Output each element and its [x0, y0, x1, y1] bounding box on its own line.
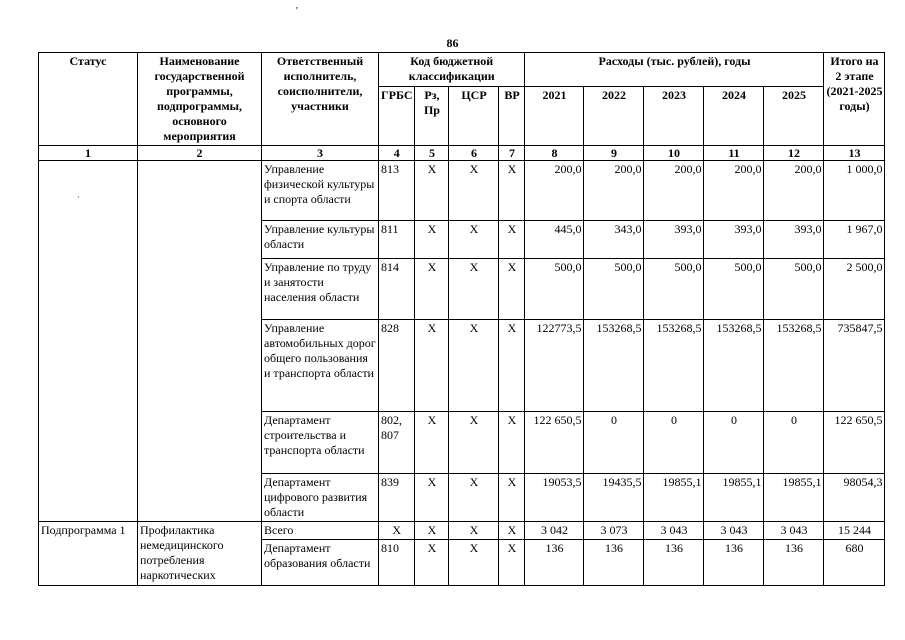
grbs-cell: 802, 807	[379, 412, 415, 474]
rz-cell: Х	[415, 540, 449, 586]
value-cell: 3 043	[704, 522, 764, 540]
value-cell: 0	[584, 412, 644, 474]
value-cell: 153268,5	[644, 320, 704, 412]
value-cell: 200,0	[644, 161, 704, 221]
column-number: 3	[262, 146, 379, 161]
value-cell: 136	[644, 540, 704, 586]
value-cell: 136	[525, 540, 584, 586]
vr-cell: Х	[499, 161, 525, 221]
executor-cell: Департамент цифрового развития области	[262, 474, 379, 522]
column-number: 10	[644, 146, 704, 161]
value-cell: 393,0	[704, 221, 764, 259]
subprogram-name-cell: Профилактика немедицинского потребления наркотических	[138, 522, 262, 586]
value-cell: 122 650,5	[525, 412, 584, 474]
total-cell: 735847,5	[824, 320, 885, 412]
value-cell: 0	[644, 412, 704, 474]
executor-cell: Управление физической культуры и спорта области	[262, 161, 379, 221]
rz-cell: Х	[415, 320, 449, 412]
value-cell: 500,0	[584, 259, 644, 320]
total-cell: 680	[824, 540, 885, 586]
stray-mark: '	[296, 6, 298, 17]
value-cell: 153268,5	[584, 320, 644, 412]
header-grbs: ГРБС	[379, 86, 415, 145]
csr-cell: Х	[449, 259, 499, 320]
executor-cell: Всего	[262, 522, 379, 540]
executor-cell: Управление по труду и занятости населения области	[262, 259, 379, 320]
value-cell: 3 043	[764, 522, 824, 540]
rz-cell: Х	[415, 522, 449, 540]
grbs-cell: 810	[379, 540, 415, 586]
rz-cell: Х	[415, 474, 449, 522]
header-status: Статус	[39, 53, 138, 146]
vr-cell: Х	[499, 259, 525, 320]
csr-cell: Х	[449, 474, 499, 522]
total-cell: 98054,3	[824, 474, 885, 522]
header-vr: ВР	[499, 86, 525, 145]
value-cell: 19855,1	[644, 474, 704, 522]
rz-cell: Х	[415, 259, 449, 320]
grbs-cell: 813	[379, 161, 415, 221]
header-budget-code: Код бюджетной классификации	[379, 53, 525, 87]
csr-cell: Х	[449, 320, 499, 412]
csr-cell: Х	[449, 412, 499, 474]
total-cell: 1 000,0	[824, 161, 885, 221]
column-number: 7	[499, 146, 525, 161]
name-cell-empty	[138, 161, 262, 522]
header-rzpr: Рз, Пр	[415, 86, 449, 145]
csr-cell: Х	[449, 540, 499, 586]
stray-dot: ·	[77, 193, 80, 202]
csr-cell: Х	[449, 522, 499, 540]
csr-cell: Х	[449, 221, 499, 259]
header-year-2025: 2025	[764, 86, 824, 145]
header-csr: ЦСР	[449, 86, 499, 145]
value-cell: 0	[764, 412, 824, 474]
column-number: 13	[824, 146, 885, 161]
vr-cell: Х	[499, 320, 525, 412]
rz-cell: Х	[415, 161, 449, 221]
executor-cell: Департамент строительства и транспорта области	[262, 412, 379, 474]
value-cell: 500,0	[704, 259, 764, 320]
value-cell: 136	[584, 540, 644, 586]
table-row	[39, 522, 885, 540]
vr-cell: Х	[499, 221, 525, 259]
total-cell: 1 967,0	[824, 221, 885, 259]
value-cell: 19435,5	[584, 474, 644, 522]
value-cell: 3 042	[525, 522, 584, 540]
value-cell: 200,0	[764, 161, 824, 221]
value-cell: 500,0	[525, 259, 584, 320]
header-expenses: Расходы (тыс. рублей), годы	[525, 53, 824, 87]
column-number: 5	[415, 146, 449, 161]
column-number: 2	[138, 146, 262, 161]
subprogram-status-cell: Подпрограмма 1	[39, 522, 138, 586]
value-cell: 200,0	[704, 161, 764, 221]
value-cell: 200,0	[525, 161, 584, 221]
total-cell: 2 500,0	[824, 259, 885, 320]
header-year-2024: 2024	[704, 86, 764, 145]
column-number: 1	[39, 146, 138, 161]
table-row	[39, 161, 885, 221]
value-cell: 500,0	[764, 259, 824, 320]
executor-cell: Департамент образования области	[262, 540, 379, 586]
value-cell: 19855,1	[704, 474, 764, 522]
header-name: Наименование государственной программы, подпрограммы, основного мероприятия	[138, 53, 262, 146]
value-cell: 200,0	[584, 161, 644, 221]
rz-cell: Х	[415, 412, 449, 474]
vr-cell: Х	[499, 522, 525, 540]
header-year-2021: 2021	[525, 86, 584, 145]
total-cell: 15 244	[824, 522, 885, 540]
column-number: 4	[379, 146, 415, 161]
value-cell: 19053,5	[525, 474, 584, 522]
column-number: 8	[525, 146, 584, 161]
grbs-cell: 811	[379, 221, 415, 259]
grbs-cell: Х	[379, 522, 415, 540]
header-year-2023: 2023	[644, 86, 704, 145]
grbs-cell: 814	[379, 259, 415, 320]
header-total: Итого на 2 этапе (2021-2025 годы)	[824, 53, 885, 146]
value-cell: 393,0	[644, 221, 704, 259]
executor-cell: Управление культуры области	[262, 221, 379, 259]
value-cell: 393,0	[764, 221, 824, 259]
grbs-cell: 839	[379, 474, 415, 522]
value-cell: 343,0	[584, 221, 644, 259]
column-number: 9	[584, 146, 644, 161]
value-cell: 153268,5	[704, 320, 764, 412]
vr-cell: Х	[499, 412, 525, 474]
executor-cell: Управление автомобильных дорог общего пользования и транспорта области	[262, 320, 379, 412]
value-cell: 136	[704, 540, 764, 586]
value-cell: 500,0	[644, 259, 704, 320]
value-cell: 122773,5	[525, 320, 584, 412]
csr-cell: Х	[449, 161, 499, 221]
value-cell: 0	[704, 412, 764, 474]
vr-cell: Х	[499, 474, 525, 522]
page-number: 86	[446, 36, 459, 50]
value-cell: 3 073	[584, 522, 644, 540]
status-cell-empty	[39, 161, 138, 522]
header-executor: Ответственный исполнитель, соисполнители, участники	[262, 53, 379, 146]
column-number: 11	[704, 146, 764, 161]
header-year-2022: 2022	[584, 86, 644, 145]
value-cell: 19855,1	[764, 474, 824, 522]
budget-table	[38, 52, 885, 586]
value-cell: 3 043	[644, 522, 704, 540]
rz-cell: Х	[415, 221, 449, 259]
column-number: 12	[764, 146, 824, 161]
total-cell: 122 650,5	[824, 412, 885, 474]
grbs-cell: 828	[379, 320, 415, 412]
value-cell: 445,0	[525, 221, 584, 259]
column-number: 6	[449, 146, 499, 161]
vr-cell: Х	[499, 540, 525, 586]
value-cell: 153268,5	[764, 320, 824, 412]
value-cell: 136	[764, 540, 824, 586]
